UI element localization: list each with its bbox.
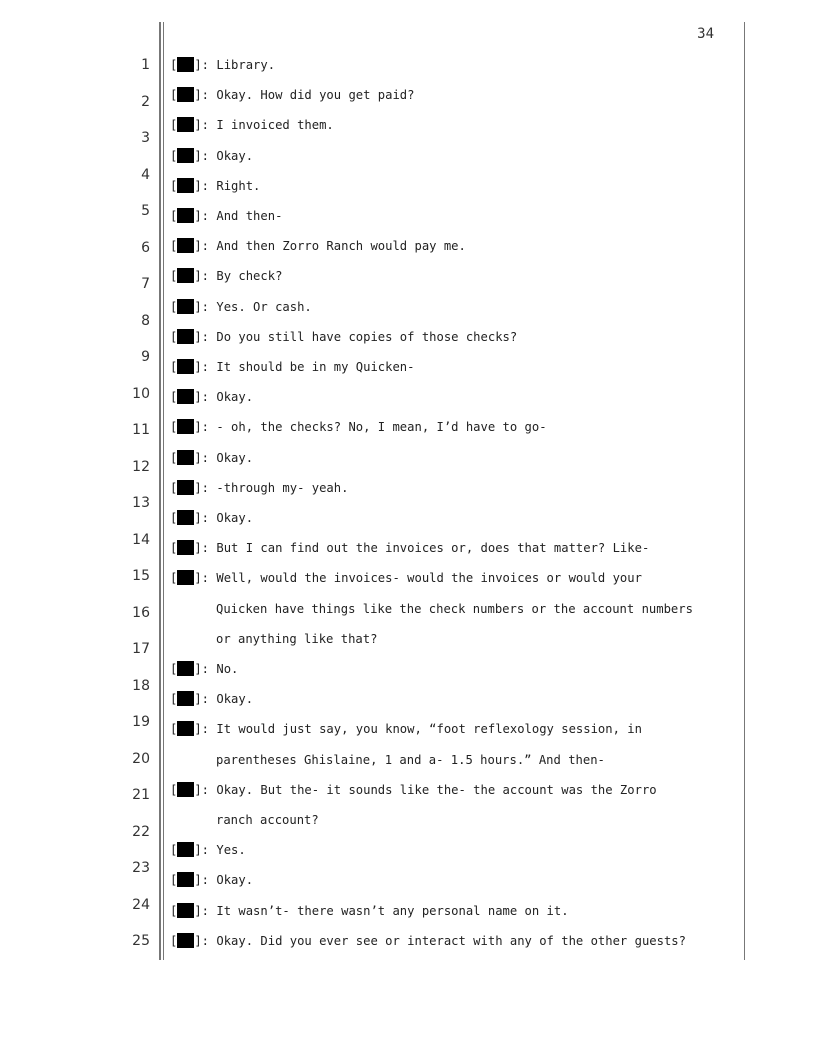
redacted-speaker-name <box>177 268 194 283</box>
speaker-bracket-open: [ <box>170 511 178 525</box>
redacted-speaker-name <box>177 661 194 676</box>
line-number: 1 <box>141 57 150 73</box>
entry-text: Yes. Or cash. <box>216 299 312 314</box>
speaker-bracket-open: [ <box>170 148 178 163</box>
transcript-entry <box>170 480 348 496</box>
left-margin-rule-inner <box>163 22 164 960</box>
entry-text: And then- <box>216 209 283 223</box>
line-number: 2 <box>141 93 150 110</box>
redacted-speaker-name <box>177 540 194 555</box>
speaker-bracket-open: [ <box>170 58 178 72</box>
speaker-bracket-close: ]: <box>194 209 210 223</box>
line-number: 25 <box>132 933 150 949</box>
speaker-bracket-close: ]: <box>194 239 210 254</box>
redacted-speaker-name <box>177 117 194 132</box>
line-number: 3 <box>141 130 150 146</box>
redacted-speaker-name <box>177 842 194 857</box>
entry-text: Okay. But the- it sounds like the- the account was the Zorro <box>216 782 657 797</box>
line-number: 22 <box>132 823 150 840</box>
line-number: 12 <box>132 458 150 475</box>
line-number: 5 <box>141 203 150 219</box>
redacted-speaker-name <box>177 238 194 253</box>
transcript-entry <box>170 87 415 103</box>
redacted-speaker-name <box>177 299 194 314</box>
line-number: 8 <box>141 312 150 329</box>
speaker-bracket-close: ]: <box>194 420 210 435</box>
transcript-entry <box>170 782 657 798</box>
transcript-entry <box>170 178 260 194</box>
entry-text: Right. <box>216 178 261 193</box>
redacted-speaker-name <box>177 419 194 434</box>
transcript-entry <box>170 570 642 586</box>
speaker-bracket-close: ]: <box>194 299 210 314</box>
speaker-bracket-close: ]: <box>194 511 210 525</box>
speaker-bracket-close: ]: <box>194 178 210 193</box>
speaker-bracket-open: [ <box>170 360 178 374</box>
redacted-speaker-name <box>177 691 194 706</box>
transcript-entry <box>170 540 649 556</box>
speaker-bracket-open: [ <box>170 209 178 223</box>
transcript-entry <box>170 872 253 888</box>
speaker-bracket-open: [ <box>170 782 178 797</box>
transcript-entry <box>170 57 275 73</box>
transcript-entry <box>170 661 238 677</box>
transcript-entry <box>170 510 253 526</box>
entry-continuation-text: Quicken have things like the check numbers or the account numbers <box>216 601 693 616</box>
right-margin-rule <box>744 22 745 960</box>
speaker-bracket-close: ]: <box>194 118 210 133</box>
transcript-entry <box>170 359 415 375</box>
entry-text: No. <box>216 662 239 676</box>
transcript-entry <box>170 721 642 737</box>
speaker-bracket-close: ]: <box>194 541 210 556</box>
entry-text: Okay. Did you ever see or interact with any of the other guests? <box>216 933 686 948</box>
redacted-speaker-name <box>177 450 194 465</box>
speaker-bracket-open: [ <box>170 662 178 676</box>
transcript-entry <box>170 117 334 133</box>
line-number: 15 <box>132 568 150 584</box>
entry-text: Okay. How did you get paid? <box>216 88 415 103</box>
speaker-bracket-open: [ <box>170 239 178 254</box>
transcript-entry <box>170 329 517 345</box>
speaker-bracket-open: [ <box>170 903 178 918</box>
speaker-bracket-close: ]: <box>194 571 210 586</box>
speaker-bracket-close: ]: <box>194 722 210 737</box>
redacted-speaker-name <box>177 389 194 404</box>
entry-text: And then Zorro Ranch would pay me. <box>216 239 466 254</box>
entry-text: Okay. <box>216 692 254 707</box>
speaker-bracket-open: [ <box>170 692 178 707</box>
entry-text: Okay. <box>216 450 254 465</box>
speaker-bracket-close: ]: <box>194 450 210 465</box>
speaker-bracket-open: [ <box>170 450 178 465</box>
speaker-bracket-close: ]: <box>194 269 210 284</box>
entry-continuation-text: parentheses Ghislaine, 1 and a- 1.5 hours.” And then- <box>216 752 605 767</box>
speaker-bracket-close: ]: <box>194 360 210 374</box>
page-number: 34 <box>697 26 714 42</box>
speaker-bracket-close: ]: <box>194 873 210 888</box>
line-number: 7 <box>141 276 150 292</box>
redacted-speaker-name <box>177 782 194 797</box>
transcript-entry <box>170 691 253 707</box>
speaker-bracket-open: [ <box>170 178 178 193</box>
line-number: 20 <box>132 750 150 767</box>
entry-continuation-text: or anything like that? <box>216 631 378 646</box>
line-number: 13 <box>132 495 150 511</box>
line-number: 24 <box>132 896 150 913</box>
speaker-bracket-open: [ <box>170 722 178 737</box>
line-number: 16 <box>132 604 150 621</box>
speaker-bracket-open: [ <box>170 541 178 556</box>
speaker-bracket-close: ]: <box>194 88 210 103</box>
entry-text: Okay. <box>216 390 254 405</box>
entry-text: But I can find out the invoices or, does that matter? Like- <box>216 541 650 556</box>
speaker-bracket-open: [ <box>170 269 178 284</box>
line-number: 17 <box>132 641 150 657</box>
redacted-speaker-name <box>177 148 194 163</box>
transcript-entry <box>170 450 253 466</box>
entry-text: Library. <box>216 58 276 72</box>
transcript-entry <box>170 842 246 858</box>
speaker-bracket-close: ]: <box>194 58 210 72</box>
line-number: 4 <box>141 166 150 183</box>
redacted-speaker-name <box>177 721 194 736</box>
speaker-bracket-close: ]: <box>194 903 210 918</box>
speaker-bracket-close: ]: <box>194 662 210 676</box>
entry-text: Do you still have copies of those checks? <box>216 329 518 344</box>
entry-text: - oh, the checks? No, I mean, I’d have to go- <box>216 420 547 435</box>
entry-text: Yes. <box>216 843 246 858</box>
line-number: 9 <box>141 349 150 365</box>
transcript-entry <box>170 933 686 949</box>
line-number: 6 <box>141 239 150 256</box>
left-margin-rule <box>159 22 161 960</box>
speaker-bracket-open: [ <box>170 843 178 858</box>
speaker-bracket-open: [ <box>170 420 178 435</box>
speaker-bracket-close: ]: <box>194 692 210 707</box>
line-number: 23 <box>132 860 150 876</box>
entry-text: By check? <box>216 269 283 284</box>
speaker-bracket-close: ]: <box>194 843 210 858</box>
redacted-speaker-name <box>177 903 194 918</box>
redacted-speaker-name <box>177 329 194 344</box>
redacted-speaker-name <box>177 87 194 102</box>
entry-continuation-text: ranch account? <box>216 813 319 827</box>
redacted-speaker-name <box>177 510 194 525</box>
speaker-bracket-open: [ <box>170 571 178 586</box>
speaker-bracket-open: [ <box>170 873 178 888</box>
speaker-bracket-open: [ <box>170 299 178 314</box>
transcript-entry <box>170 268 282 284</box>
transcript-entry <box>170 208 282 224</box>
speaker-bracket-close: ]: <box>194 329 210 344</box>
transcript-entry <box>170 238 466 254</box>
speaker-bracket-close: ]: <box>194 933 210 948</box>
redacted-speaker-name <box>177 359 194 374</box>
entry-text: Okay. <box>216 511 254 525</box>
redacted-speaker-name <box>177 57 194 72</box>
speaker-bracket-close: ]: <box>194 148 210 163</box>
entry-text: Well, would the invoices- would the invoices or would your <box>216 571 642 586</box>
transcript-entry <box>170 148 253 164</box>
redacted-speaker-name <box>177 178 194 193</box>
entry-text: I invoiced them. <box>216 118 334 133</box>
redacted-speaker-name <box>177 480 194 495</box>
entry-text: It wasn’t- there wasn’t any personal name on it. <box>216 903 569 918</box>
entry-text: -through my- yeah. <box>216 480 349 495</box>
speaker-bracket-close: ]: <box>194 390 210 405</box>
redacted-speaker-name <box>177 872 194 887</box>
entry-text: Okay. <box>216 148 254 163</box>
entry-text: It would just say, you know, “foot reflexology session, in <box>216 722 642 737</box>
speaker-bracket-open: [ <box>170 390 178 405</box>
speaker-bracket-open: [ <box>170 329 178 344</box>
transcript-entry <box>170 389 253 405</box>
line-number: 14 <box>132 531 150 548</box>
speaker-bracket-close: ]: <box>194 782 210 797</box>
transcript-entry <box>170 299 312 315</box>
line-number: 10 <box>132 385 150 402</box>
line-number: 21 <box>132 787 150 803</box>
speaker-bracket-open: [ <box>170 480 178 495</box>
entry-text: It should be in my Quicken- <box>216 360 415 374</box>
transcript-entry <box>170 419 547 435</box>
redacted-speaker-name <box>177 208 194 223</box>
transcript-entry <box>170 903 569 919</box>
line-number: 19 <box>132 714 150 730</box>
entry-text: Okay. <box>216 873 254 888</box>
redacted-speaker-name <box>177 570 194 585</box>
line-number: 11 <box>132 422 150 438</box>
speaker-bracket-open: [ <box>170 118 178 133</box>
line-number: 18 <box>132 677 150 694</box>
speaker-bracket-open: [ <box>170 933 178 948</box>
speaker-bracket-open: [ <box>170 88 178 103</box>
speaker-bracket-close: ]: <box>194 480 210 495</box>
redacted-speaker-name <box>177 933 194 948</box>
